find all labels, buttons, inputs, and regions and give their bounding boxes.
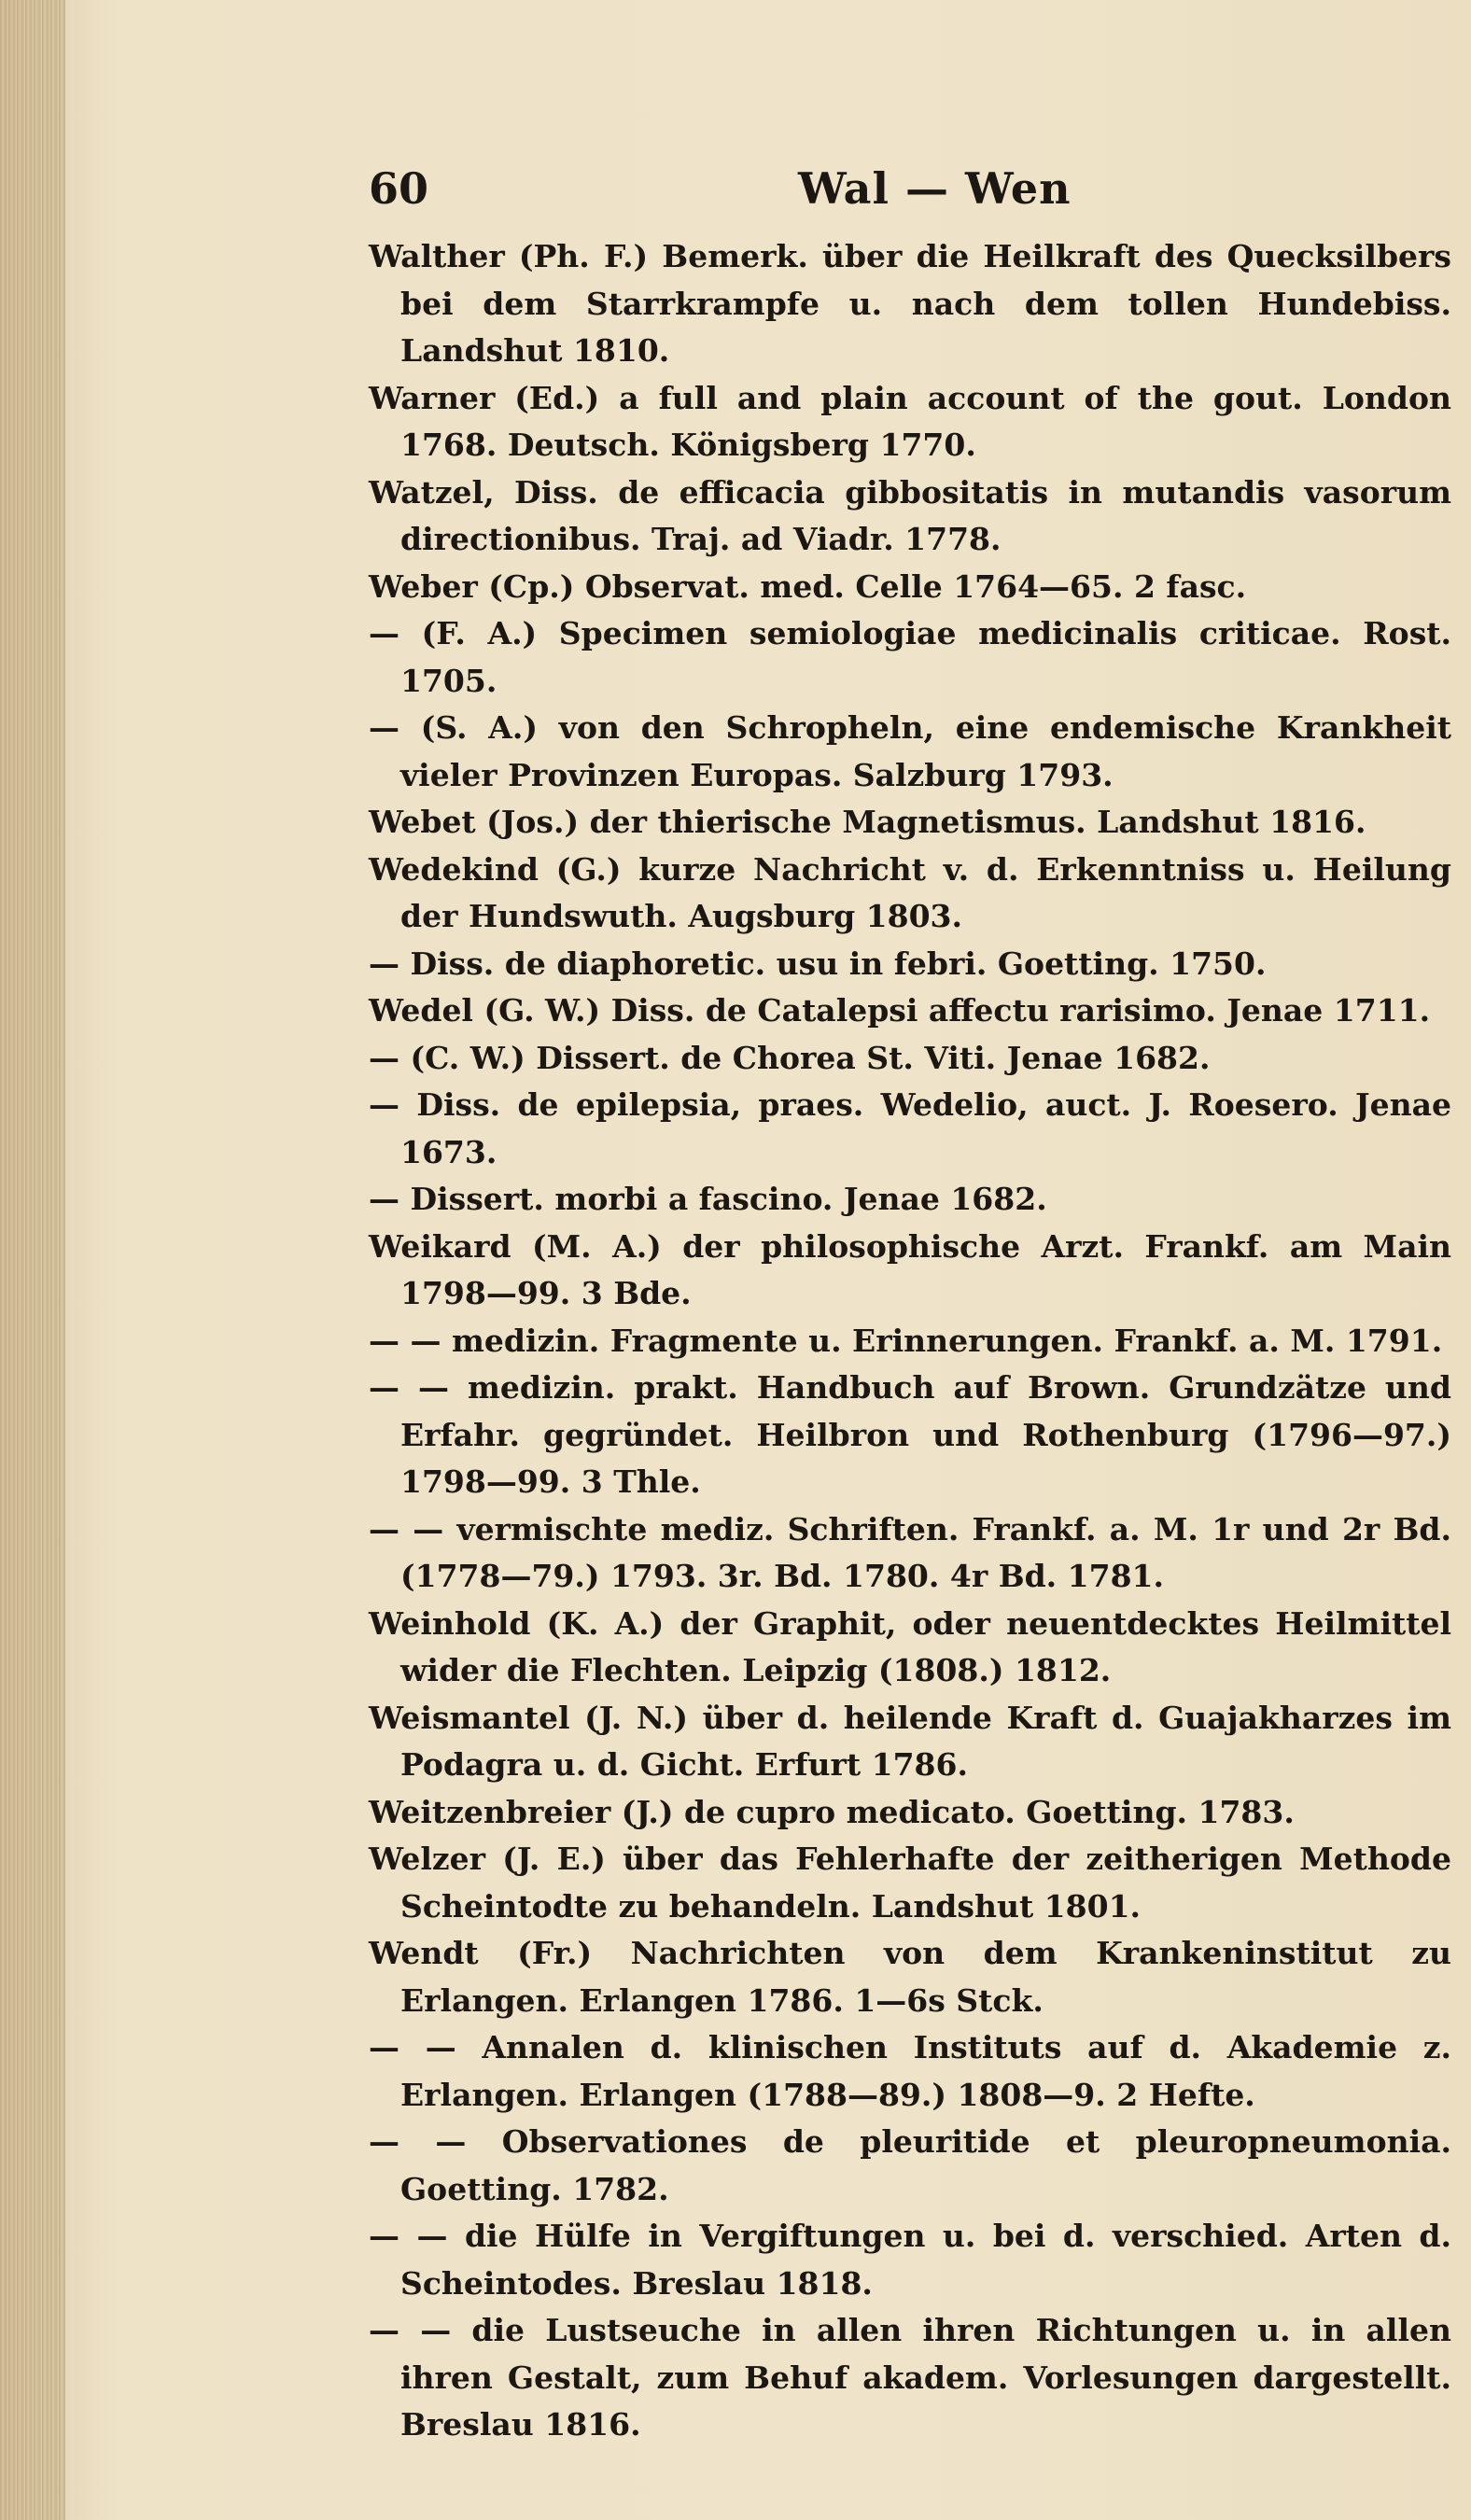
page-binding-edge [0,0,65,2520]
bibliography-entry: Watzel, Diss. de efficacia gibbositatis in mutandis vasorum directionibus. Traj. ad Viadr. 1778. [369,473,1451,557]
bibliography-entry: Wedekind (G.) kurze Nachricht v. d. Erkenntniss u. Heilung der Hundswuth. Augsburg 1803. [369,850,1451,934]
bibliography-entry: — (F. A.) Specimen semiologiae medicinalis criticae. Rost. 1705. [369,615,1451,699]
bibliography-list [369,233,1451,2449]
bibliography-entry: Welzer (J. E.) über das Fehlerhafte der zeitherigen Methode Scheintodte zu behandeln. Landshut 1801. [369,1841,1451,1925]
bibliography-entry: — — die Lustseuche in allen ihren Richtungen u. in allen ihren Gestalt, zum Behuf akadem. Vorlesungen dargestellt. Breslau 1816. [369,2312,1451,2443]
bibliography-entry: — — Annalen d. klinischen Instituts auf d. Akademie z. Erlangen. Erlangen (1788—89.) 1808—9. 2 Hefte. [369,2029,1451,2113]
page-number: 60 [369,163,429,214]
bibliography-entry: Weitzenbreier (J.) de cupro medicato. Goetting. 1783. [369,1793,1295,1830]
page-header [369,163,1461,219]
bibliography-entry: — (C. W.) Dissert. de Chorea St. Viti. Jenae 1682. [369,1039,1211,1076]
bibliography-entry: — Dissert. morbi a fascino. Jenae 1682. [369,1181,1047,1217]
bibliography-entry: Wedel (G. W.) Diss. de Catalepsi affectu rarisimo. Jenae 1711. [369,992,1431,1029]
bibliography-entry: — Diss. de epilepsia, praes. Wedelio, auct. J. Roesero. Jenae 1673. [369,1086,1451,1170]
bibliography-entry: Warner (Ed.) a full and plain account of the gout. London 1768. Deutsch. Königsberg 1770. [369,379,1451,463]
bibliography-entry: Weber (Cp.) Observat. med. Celle 1764—65. 2 fasc. [369,567,1247,605]
running-head: Wal — Wen [798,163,1072,214]
bibliography-entry: — — Observationes de pleuritide et pleuropneumonia. Goetting. 1782. [369,2123,1451,2207]
bibliography-entry: Walther (Ph. F.) Bemerk. über die Heilkraft des Quecksilbers bei dem Starrkrampfe u. nach dem tollen Hundebiss. Landshut 1810. [369,238,1451,369]
bibliography-entry: — (S. A.) von den Schropheln, eine endemische Krankheit vieler Provinzen Europas. Salzburg 1793. [369,709,1451,793]
bibliography-entry: — — medizin. prakt. Handbuch auf Brown. Grundzätze und Erfahr. gegründet. Heilbron und Rothenburg (1796—97.) 1798—99. 3 Thle. [369,1369,1451,1500]
bibliography-entry: Weinhold (K. A.) der Graphit, oder neuentdecktes Heilmittel wider die Flechten. Leipzig (1808.) 1812. [369,1604,1451,1688]
bibliography-entry: — — die Hülfe in Vergiftungen u. bei d. verschied. Arten d. Scheintodes. Breslau 1818. [369,2218,1451,2302]
bibliography-entry: Wendt (Fr.) Nachrichten von dem Krankeninstitut zu Erlangen. Erlangen 1786. 1—6s Stck. [369,1935,1451,2019]
bibliography-entry: — — medizin. Fragmente u. Erinnerungen. Frankf. a. M. 1791. [369,1322,1443,1359]
bibliography-entry: Weikard (M. A.) der philosophische Arzt. Frankf. am Main 1798—99. 3 Bde. [369,1227,1451,1311]
bibliography-entry: Webet (Jos.) der thierische Magnetismus. Landshut 1816. [369,804,1366,840]
bibliography-entry: — — vermischte mediz. Schriften. Frankf. a. M. 1r und 2r Bd. (1778—79.) 1793. 3r. Bd. 1780. 4r Bd. 1781. [369,1510,1451,1594]
bibliography-entry: — Diss. de diaphoretic. usu in febri. Goetting. 1750. [369,945,1267,982]
bibliography-entry: Weismantel (J. N.) über d. heilende Kraft d. Guajakharzes im Podagra u. d. Gicht. Erfurt 1786. [369,1699,1451,1783]
